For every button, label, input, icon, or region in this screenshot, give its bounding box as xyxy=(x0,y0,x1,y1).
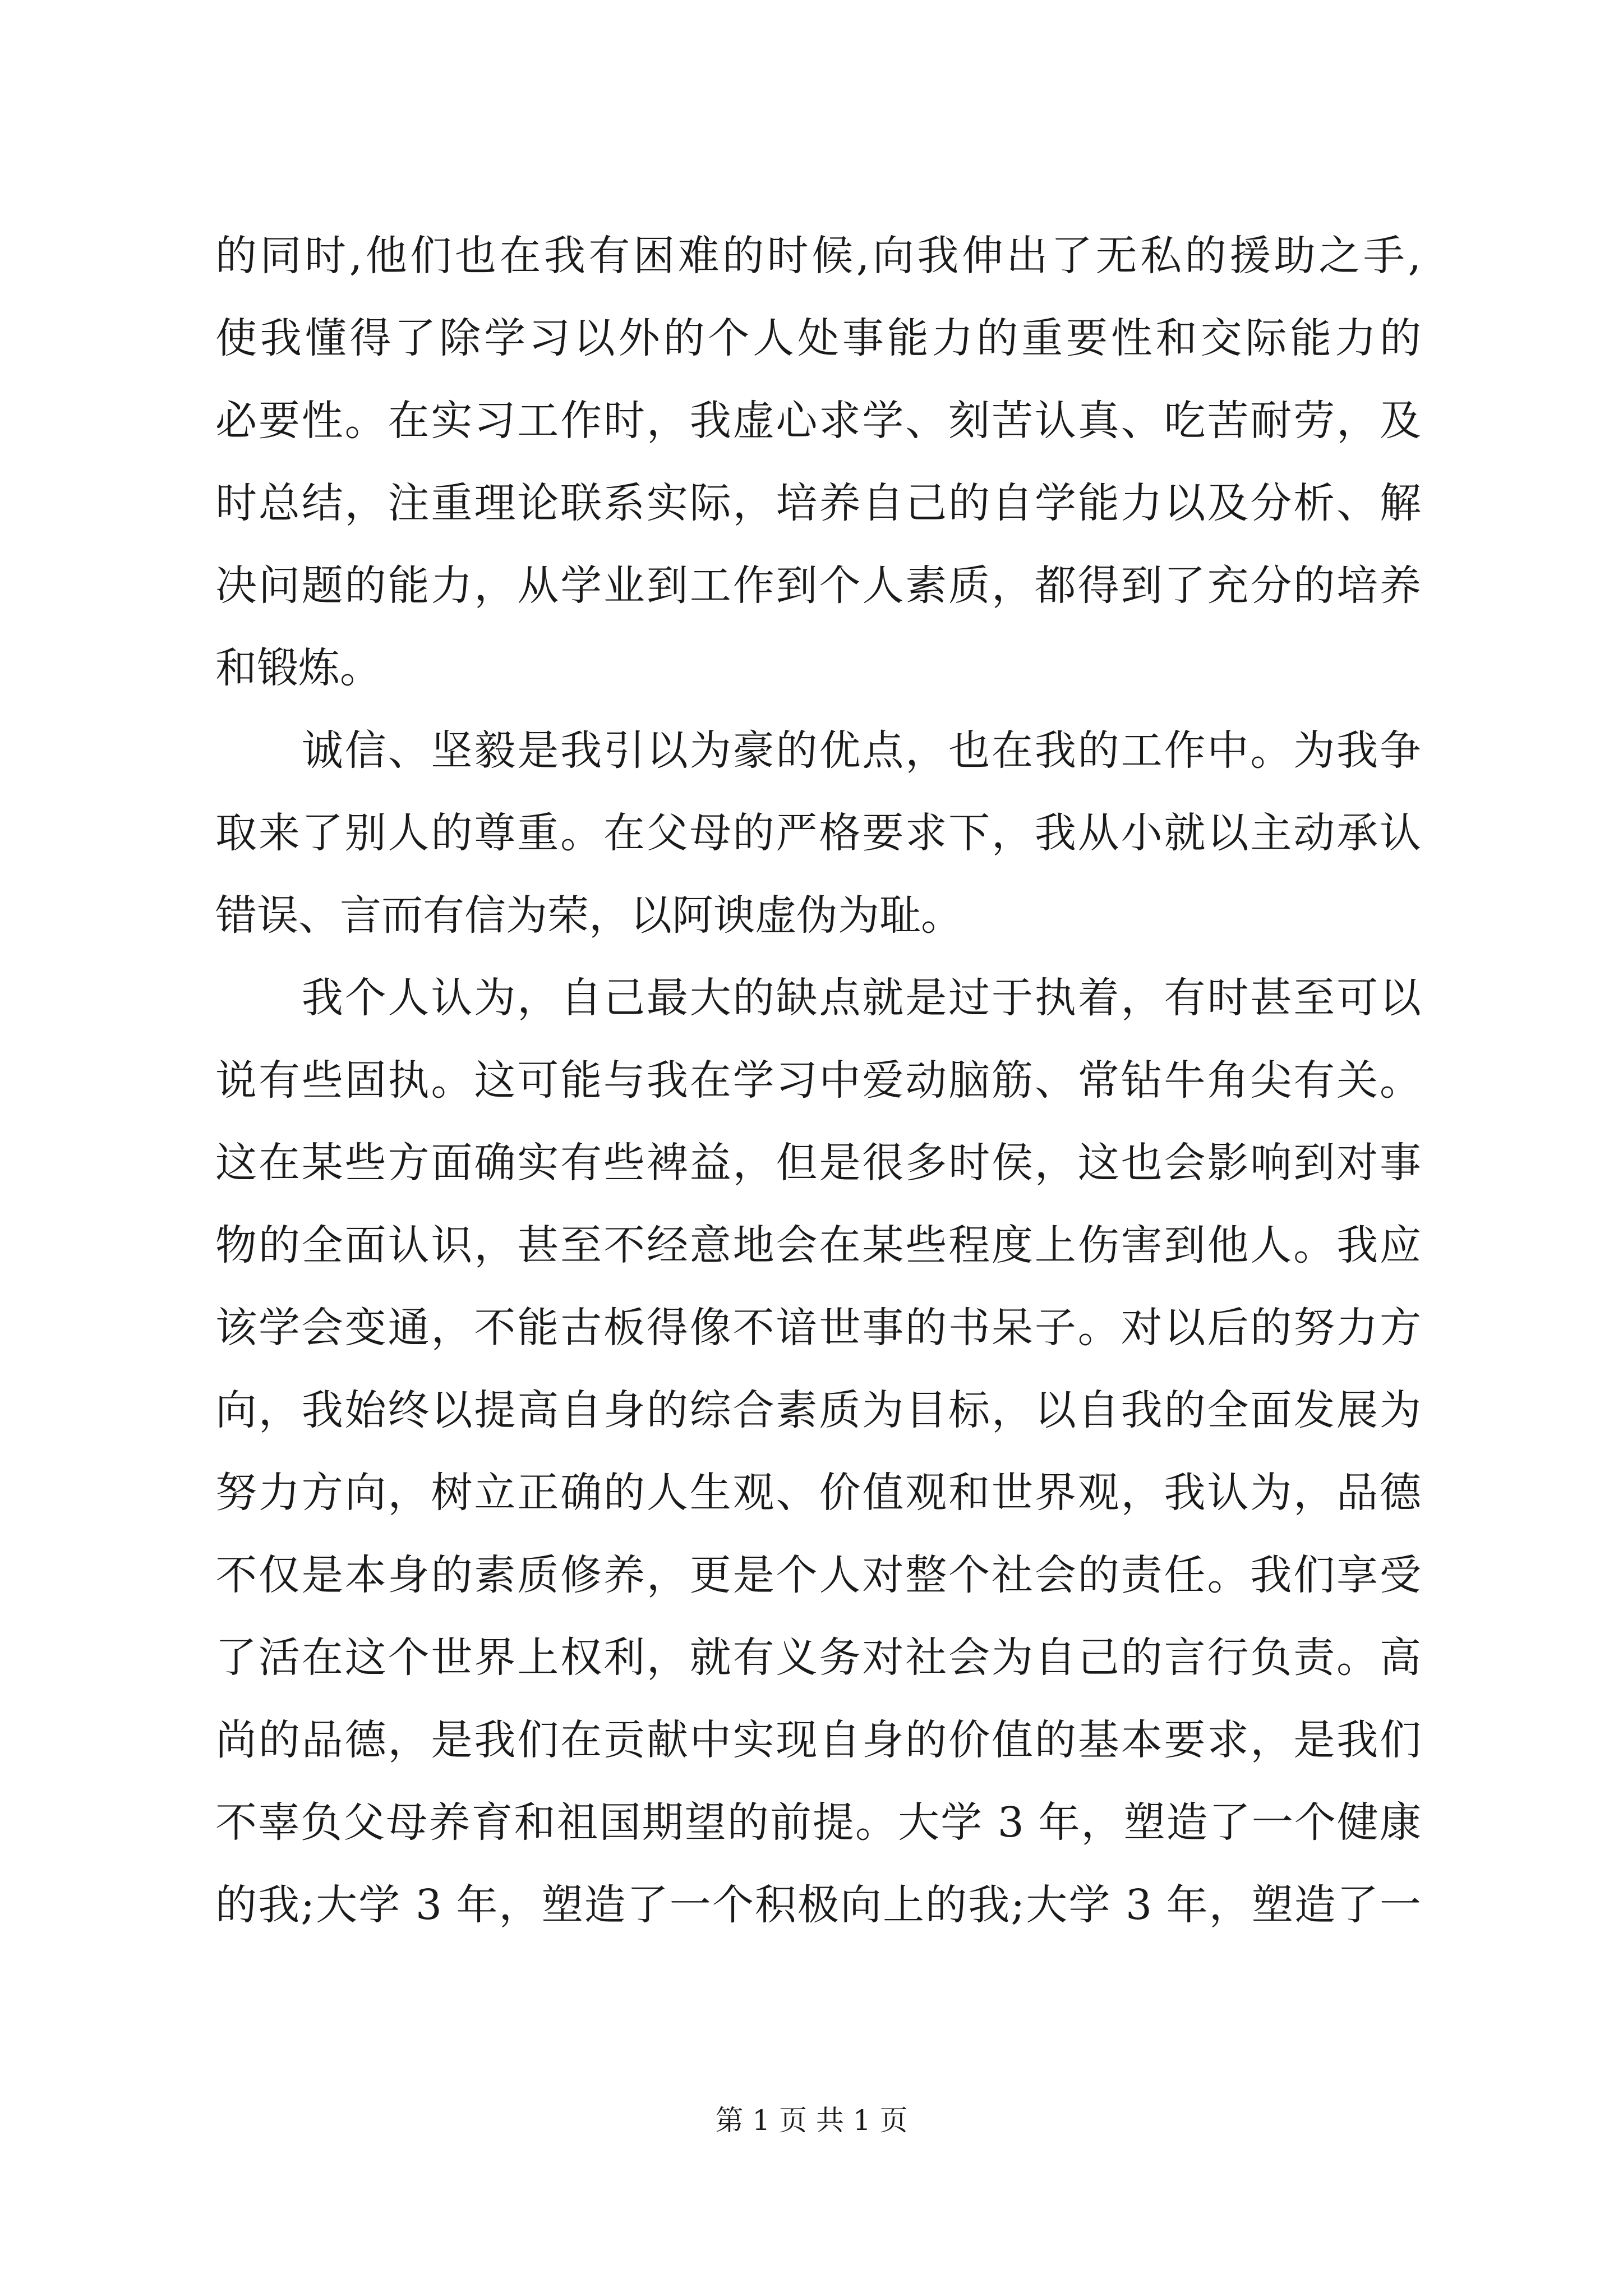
text-line: 时总结，注重理论联系实际，培养自己的自学能力以及分析、解 xyxy=(215,479,1421,527)
text-line: 和锻炼。 xyxy=(215,644,381,692)
text-line: 决问题的能力，从学业到工作到个人素质，都得到了充分的培养 xyxy=(215,562,1421,610)
body-text xyxy=(215,215,1421,1947)
text-line: 该学会变通，不能古板得像不谙世事的书呆子。对以后的努力方 xyxy=(215,1304,1421,1352)
text-line: 使我懂得了除学习以外的个人处事能力的重要性和交际能力的 xyxy=(215,314,1421,362)
page-number: 第 1 页 共 1 页 xyxy=(715,2104,908,2137)
page-footer xyxy=(0,2101,1623,2140)
text-line: 尚的品德，是我们在贡献中实现自身的价值的基本要求，是我们 xyxy=(215,1716,1421,1764)
text-line: 错误、言而有信为荣，以阿谀虚伪为耻。 xyxy=(215,891,962,940)
text-line: 不辜负父母养育和祖国期望的前提。大学 3 年，塑造了一个健康 xyxy=(215,1798,1421,1847)
text-line: 这在某些方面确实有些裨益，但是很多时侯，这也会影响到对事 xyxy=(215,1139,1421,1187)
text-line: 说有些固执。这可能与我在学习中爱动脑筋、常钻牛角尖有关。 xyxy=(215,1056,1421,1105)
text-line: 的同时,他们也在我有困难的时候,向我伸出了无私的援助之手, xyxy=(215,232,1421,280)
text-line: 取来了别人的尊重。在父母的严格要求下，我从小就以主动承认 xyxy=(215,809,1421,857)
text-line: 不仅是本身的素质修养，更是个人对整个社会的责任。我们享受 xyxy=(215,1551,1421,1599)
text-line: 努力方向，树立正确的人生观、价值观和世界观，我认为，品德 xyxy=(215,1469,1421,1517)
text-line: 向，我始终以提高自身的综合素质为目标，以自我的全面发展为 xyxy=(215,1386,1421,1434)
text-line: 我个人认为，自己最大的缺点就是过于执着，有时甚至可以 xyxy=(215,974,1421,1022)
text-line: 必要性。在实习工作时，我虚心求学、刻苦认真、吃苦耐劳，及 xyxy=(215,397,1421,445)
text-line: 的我;大学 3 年，塑造了一个积极向上的我;大学 3 年，塑造了一 xyxy=(215,1881,1421,1929)
text-line: 物的全面认识，甚至不经意地会在某些程度上伤害到他人。我应 xyxy=(215,1221,1421,1269)
text-line: 诚信、坚毅是我引以为豪的优点，也在我的工作中。为我争 xyxy=(215,726,1421,775)
text-line: 了活在这个世界上权利，就有义务对社会为自己的言行负责。高 xyxy=(215,1634,1421,1682)
